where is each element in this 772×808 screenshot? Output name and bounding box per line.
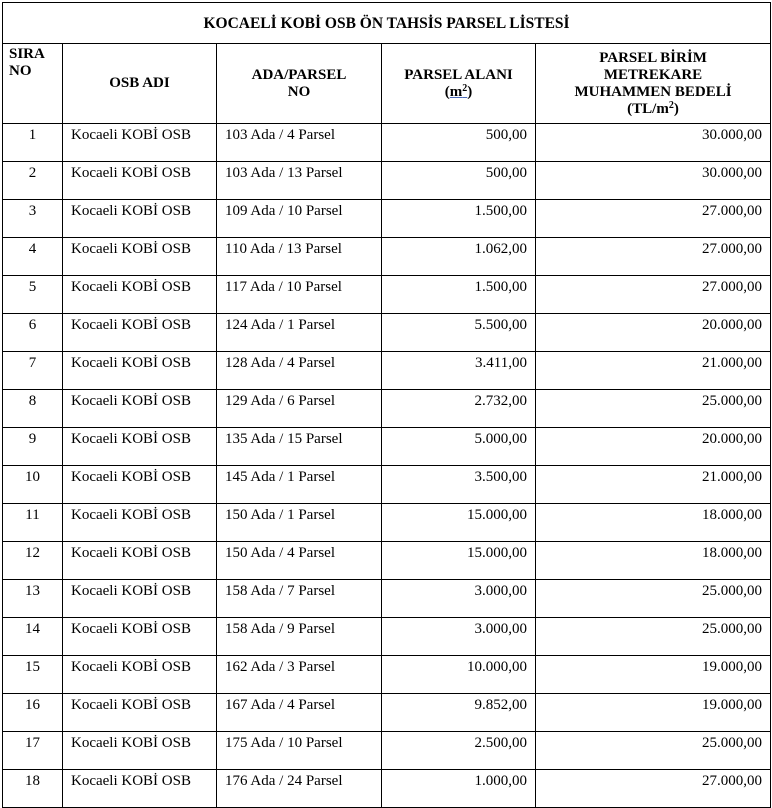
cell-sira-no: 5: [3, 276, 63, 314]
table-row: [3, 656, 771, 694]
table-row: [3, 504, 771, 542]
cell-osb-adi: Kocaeli KOBİ OSB: [63, 580, 217, 618]
cell-parsel-alani: 3.411,00: [382, 352, 536, 390]
cell-parsel-alani: 15.000,00: [382, 504, 536, 542]
cell-parsel-alani: 500,00: [382, 162, 536, 200]
cell-sira-no: 2: [3, 162, 63, 200]
cell-ada-parsel: 110 Ada / 13 Parsel: [217, 238, 382, 276]
cell-birim-bedel: 30.000,00: [536, 124, 771, 162]
cell-parsel-alani: 15.000,00: [382, 542, 536, 580]
header-sira-line2: NO: [9, 63, 32, 79]
cell-ada-parsel: 150 Ada / 4 Parsel: [217, 542, 382, 580]
table-row: [3, 580, 771, 618]
table-row: [3, 390, 771, 428]
cell-birim-bedel: 27.000,00: [536, 770, 771, 808]
cell-sira-no: 10: [3, 466, 63, 504]
cell-birim-bedel: 27.000,00: [536, 238, 771, 276]
header-alan-unit-exp: 2: [462, 82, 468, 94]
cell-ada-parsel: 167 Ada / 4 Parsel: [217, 694, 382, 732]
table-row: [3, 466, 771, 504]
cell-osb-adi: Kocaeli KOBİ OSB: [63, 276, 217, 314]
cell-ada-parsel: 162 Ada / 3 Parsel: [217, 656, 382, 694]
cell-osb-adi: Kocaeli KOBİ OSB: [63, 656, 217, 694]
cell-sira-no: 12: [3, 542, 63, 580]
cell-osb-adi: Kocaeli KOBİ OSB: [63, 504, 217, 542]
table-title: KOCAELİ KOBİ OSB ÖN TAHSİS PARSEL LİSTESİ: [3, 3, 771, 44]
cell-parsel-alani: 500,00: [382, 124, 536, 162]
cell-parsel-alani: 1.062,00: [382, 238, 536, 276]
cell-ada-parsel: 103 Ada / 13 Parsel: [217, 162, 382, 200]
cell-parsel-alani: 1.000,00: [382, 770, 536, 808]
cell-ada-parsel: 158 Ada / 7 Parsel: [217, 580, 382, 618]
cell-birim-bedel: 20.000,00: [536, 314, 771, 352]
cell-osb-adi: Kocaeli KOBİ OSB: [63, 428, 217, 466]
table-row: [3, 352, 771, 390]
cell-sira-no: 15: [3, 656, 63, 694]
cell-birim-bedel: 25.000,00: [536, 390, 771, 428]
table-row: [3, 428, 771, 466]
header-bedel-line2: METREKARE: [603, 66, 703, 83]
cell-ada-parsel: 158 Ada / 9 Parsel: [217, 618, 382, 656]
cell-sira-no: 17: [3, 732, 63, 770]
cell-sira-no: 8: [3, 390, 63, 428]
cell-birim-bedel: 27.000,00: [536, 200, 771, 238]
title-row: [3, 3, 771, 44]
cell-birim-bedel: 19.000,00: [536, 694, 771, 732]
cell-parsel-alani: 3.000,00: [382, 580, 536, 618]
cell-birim-bedel: 30.000,00: [536, 162, 771, 200]
table-row: [3, 314, 771, 352]
header-osb-adi: OSB ADI: [63, 44, 217, 124]
cell-birim-bedel: 18.000,00: [536, 542, 771, 580]
table-row: [3, 200, 771, 238]
cell-sira-no: 14: [3, 618, 63, 656]
cell-ada-parsel: 117 Ada / 10 Parsel: [217, 276, 382, 314]
cell-parsel-alani: 3.000,00: [382, 618, 536, 656]
cell-ada-parsel: 176 Ada / 24 Parsel: [217, 770, 382, 808]
cell-ada-parsel: 109 Ada / 10 Parsel: [217, 200, 382, 238]
table-body: [3, 124, 771, 808]
header-alan-unit-base: m: [449, 83, 463, 100]
cell-sira-no: 11: [3, 504, 63, 542]
parcel-list-table: [2, 2, 771, 808]
cell-birim-bedel: 25.000,00: [536, 732, 771, 770]
cell-osb-adi: Kocaeli KOBİ OSB: [63, 694, 217, 732]
table-row: [3, 618, 771, 656]
header-parsel-alani: PARSEL ALANI $(m^2)$: [382, 44, 536, 124]
cell-parsel-alani: 5.000,00: [382, 428, 536, 466]
cell-sira-no: 7: [3, 352, 63, 390]
header-ada-parsel-no: [217, 44, 382, 124]
table-row: [3, 276, 771, 314]
cell-ada-parsel: 129 Ada / 6 Parsel: [217, 390, 382, 428]
cell-birim-bedel: 27.000,00: [536, 276, 771, 314]
cell-osb-adi: Kocaeli KOBİ OSB: [63, 390, 217, 428]
cell-ada-parsel: 124 Ada / 1 Parsel: [217, 314, 382, 352]
cell-ada-parsel: 145 Ada / 1 Parsel: [217, 466, 382, 504]
cell-osb-adi: Kocaeli KOBİ OSB: [63, 618, 217, 656]
header-ada-line1: ADA/PARSEL: [251, 66, 347, 83]
header-bedel-unit-base: TL/m: [632, 100, 669, 117]
cell-parsel-alani: 5.500,00: [382, 314, 536, 352]
table-row: [3, 694, 771, 732]
cell-osb-adi: Kocaeli KOBİ OSB: [63, 124, 217, 162]
cell-osb-adi: Kocaeli KOBİ OSB: [63, 162, 217, 200]
cell-osb-adi: Kocaeli KOBİ OSB: [63, 238, 217, 276]
header-bedel-unit-exp: 2: [668, 99, 674, 111]
cell-parsel-alani: 1.500,00: [382, 276, 536, 314]
cell-sira-no: 6: [3, 314, 63, 352]
header-alan-label: PARSEL ALANI: [404, 66, 513, 83]
table-row: [3, 162, 771, 200]
cell-sira-no: 18: [3, 770, 63, 808]
header-sira-no: [3, 44, 63, 124]
header-birim-bedel: PARSEL BİRİM METREKARE MUHAMMEN BEDELİ $(TL/m^2)$: [536, 44, 771, 124]
cell-osb-adi: Kocaeli KOBİ OSB: [63, 542, 217, 580]
header-row: [3, 44, 771, 124]
cell-sira-no: 4: [3, 238, 63, 276]
header-alan-unit: [450, 84, 468, 100]
cell-ada-parsel: 175 Ada / 10 Parsel: [217, 732, 382, 770]
cell-parsel-alani: 1.500,00: [382, 200, 536, 238]
cell-birim-bedel: 19.000,00: [536, 656, 771, 694]
cell-parsel-alani: 2.500,00: [382, 732, 536, 770]
cell-sira-no: 16: [3, 694, 63, 732]
table-row: [3, 770, 771, 808]
table-row: [3, 732, 771, 770]
cell-sira-no: 3: [3, 200, 63, 238]
cell-birim-bedel: 18.000,00: [536, 504, 771, 542]
header-bedel-line3: MUHAMMEN BEDELİ: [574, 83, 732, 100]
cell-osb-adi: Kocaeli KOBİ OSB: [63, 732, 217, 770]
cell-parsel-alani: 3.500,00: [382, 466, 536, 504]
cell-osb-adi: Kocaeli KOBİ OSB: [63, 770, 217, 808]
cell-osb-adi: Kocaeli KOBİ OSB: [63, 200, 217, 238]
cell-parsel-alani: 9.852,00: [382, 694, 536, 732]
cell-osb-adi: Kocaeli KOBİ OSB: [63, 352, 217, 390]
header-sira-line1: SIRA: [9, 46, 45, 62]
header-bedel-line1: PARSEL BİRİM: [599, 49, 707, 66]
cell-sira-no: 9: [3, 428, 63, 466]
cell-birim-bedel: 25.000,00: [536, 580, 771, 618]
cell-ada-parsel: 103 Ada / 4 Parsel: [217, 124, 382, 162]
cell-ada-parsel: 128 Ada / 4 Parsel: [217, 352, 382, 390]
cell-ada-parsel: 150 Ada / 1 Parsel: [217, 504, 382, 542]
cell-birim-bedel: 21.000,00: [536, 466, 771, 504]
table-row: [3, 124, 771, 162]
cell-sira-no: 1: [3, 124, 63, 162]
cell-ada-parsel: 135 Ada / 15 Parsel: [217, 428, 382, 466]
cell-birim-bedel: 21.000,00: [536, 352, 771, 390]
header-ada-line2: NO: [287, 83, 311, 100]
cell-birim-bedel: 25.000,00: [536, 618, 771, 656]
cell-osb-adi: Kocaeli KOBİ OSB: [63, 466, 217, 504]
cell-osb-adi: Kocaeli KOBİ OSB: [63, 314, 217, 352]
table-row: [3, 238, 771, 276]
cell-sira-no: 13: [3, 580, 63, 618]
cell-birim-bedel: 20.000,00: [536, 428, 771, 466]
table-row: [3, 542, 771, 580]
cell-parsel-alani: 10.000,00: [382, 656, 536, 694]
cell-parsel-alani: 2.732,00: [382, 390, 536, 428]
